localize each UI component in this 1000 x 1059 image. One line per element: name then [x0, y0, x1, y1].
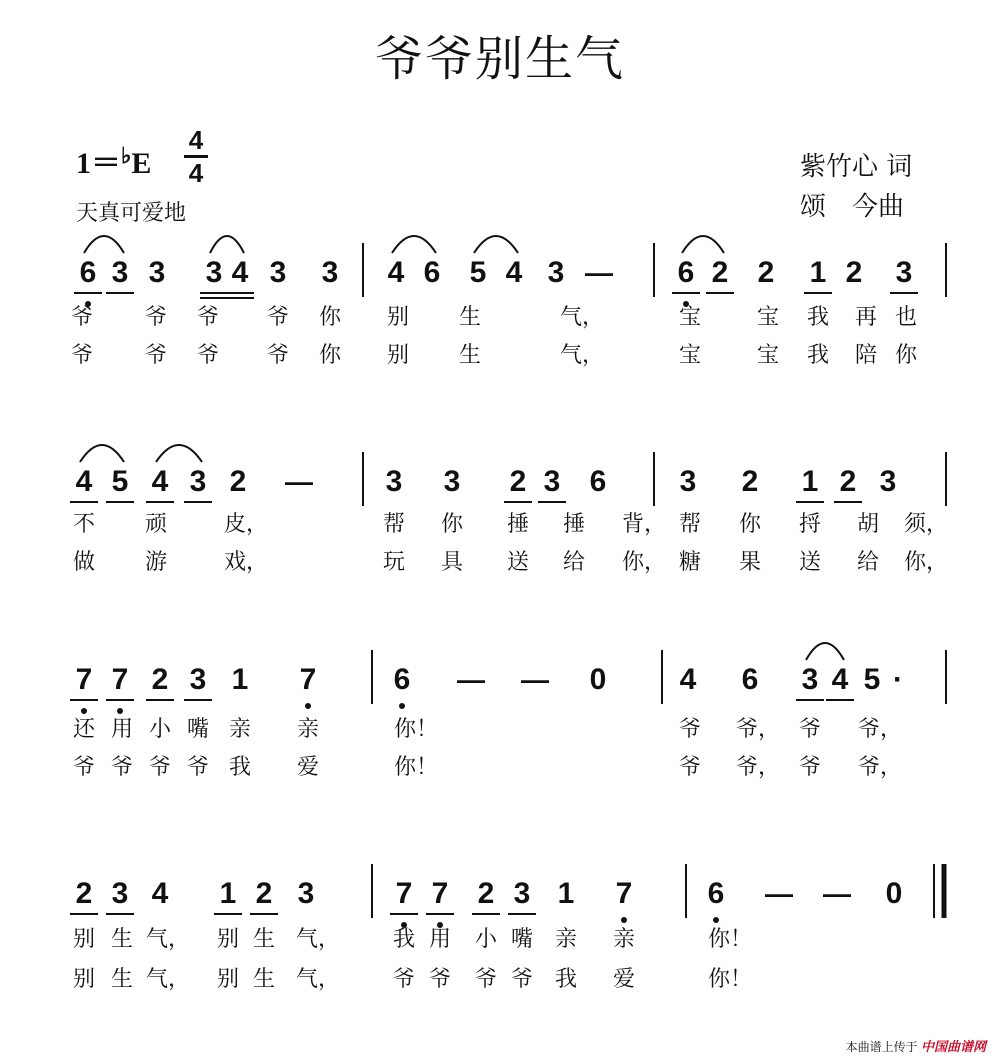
lyric: 戏， — [224, 550, 269, 575]
lyric: 爷 — [196, 305, 219, 330]
lyric: 帮 — [678, 512, 701, 537]
lyric: 生 — [252, 967, 275, 992]
dash: — — [823, 878, 851, 909]
note: 3 — [679, 465, 697, 498]
note: 7 — [615, 877, 633, 910]
note: 3 — [385, 465, 403, 498]
lyric: 爱 — [612, 967, 635, 992]
note: 7 — [395, 877, 413, 910]
lyric: 爷 — [266, 343, 289, 368]
note: 4 — [505, 256, 523, 289]
lyric: 做 — [72, 550, 95, 575]
note: 5 — [111, 465, 129, 498]
lyric: 你！ — [394, 717, 439, 742]
lyric: 我 — [228, 755, 251, 780]
lyric: 爷， — [736, 717, 781, 742]
dash: — — [521, 664, 549, 695]
song-title: 爷爷别生气 — [374, 31, 625, 87]
low-octave-dot — [305, 703, 311, 709]
note: 6 — [741, 663, 759, 696]
lyric: 生 — [458, 343, 481, 368]
lyric: 气， — [560, 343, 605, 368]
note: 3 — [189, 465, 207, 498]
lyric: 帮 — [382, 512, 405, 537]
footer-text: 本曲谱上传于 — [845, 1040, 918, 1054]
lyric: 爷 — [678, 717, 701, 742]
lyric: 小 — [474, 927, 497, 952]
tempo-marking: 天真可爱地 — [76, 201, 187, 226]
note: 5 — [469, 256, 487, 289]
lyric: 你！ — [708, 927, 753, 952]
note: 7 — [75, 663, 93, 696]
lyric: 捋 — [798, 512, 821, 537]
lyric: 陪 — [854, 343, 877, 368]
note: 1 — [219, 877, 237, 910]
note: 5 — [863, 663, 881, 696]
note: 3 — [205, 256, 223, 289]
note: 4 — [831, 663, 849, 696]
note: 3 — [189, 663, 207, 696]
lyric: 我 — [806, 305, 829, 330]
lyric: 爷 — [510, 967, 533, 992]
lyric: 爷 — [186, 755, 209, 780]
lyric: 给 — [856, 550, 879, 575]
note: 4 — [75, 465, 93, 498]
key-prefix: 1＝ — [76, 147, 121, 180]
low-octave-dot — [81, 708, 87, 714]
lyric: 用 — [428, 927, 451, 952]
slur — [474, 236, 518, 253]
note: 0 — [589, 663, 607, 696]
note: 3 — [148, 256, 166, 289]
lyric: 爷 — [144, 305, 167, 330]
lyric: 爷 — [70, 343, 93, 368]
lyric: 气， — [296, 927, 341, 952]
lyric: 别 — [216, 927, 239, 952]
lyric: 气， — [146, 967, 191, 992]
lyric: 皮， — [224, 512, 269, 537]
lyric: 我 — [554, 967, 577, 992]
lyric: 顽 — [144, 512, 167, 537]
time-signature-bottom: 4 — [188, 158, 204, 188]
lyric: 爷 — [266, 305, 289, 330]
lyric: 爷 — [678, 755, 701, 780]
low-octave-dot — [399, 703, 405, 709]
note: 6 — [589, 465, 607, 498]
lyric: 爷 — [72, 755, 95, 780]
low-octave-dot — [117, 708, 123, 714]
lyric: 生 — [458, 305, 481, 330]
lyric: 亲 — [296, 717, 319, 742]
note: 4 — [387, 256, 405, 289]
low-octave-dot — [621, 917, 627, 923]
note: 3 — [111, 877, 129, 910]
lyric: 你 — [894, 343, 917, 368]
slur — [806, 643, 844, 660]
note: 6 — [79, 256, 97, 289]
lyric: 爷 — [110, 755, 133, 780]
slur — [682, 236, 724, 253]
lyric: 亲 — [612, 927, 635, 952]
lyric: 别 — [72, 927, 95, 952]
composer-credit: 颂 今曲 — [800, 192, 905, 222]
note: 4 — [679, 663, 697, 696]
time-signature-top: 4 — [188, 125, 204, 155]
lyric: 爷 — [392, 967, 415, 992]
lyric: 生 — [110, 967, 133, 992]
lyric: 你！ — [394, 755, 439, 780]
note: 3 — [513, 877, 531, 910]
lyric: 生 — [252, 927, 275, 952]
note: 3 — [111, 256, 129, 289]
lyric: 宝 — [678, 305, 701, 330]
lyric: 具 — [440, 550, 463, 575]
note: 3 — [801, 663, 819, 696]
note: 7 — [431, 877, 449, 910]
note: 2 — [151, 663, 169, 696]
note: 7 — [299, 663, 317, 696]
note: 6 — [393, 663, 411, 696]
note: 2 — [509, 465, 527, 498]
note: 2 — [255, 877, 273, 910]
note: 3 — [443, 465, 461, 498]
note: 6 — [423, 256, 441, 289]
note: 2 — [845, 256, 863, 289]
note: 3 — [269, 256, 287, 289]
lyric: 送 — [506, 550, 529, 575]
lyric: 宝 — [756, 305, 779, 330]
lyric: 亲 — [228, 717, 251, 742]
lyric: 爷， — [858, 755, 903, 780]
note: 4 — [231, 256, 249, 289]
lyric: 给 — [562, 550, 585, 575]
note: 2 — [741, 465, 759, 498]
lyric: 糖 — [678, 550, 701, 575]
note: 3 — [879, 465, 897, 498]
note: 6 — [707, 877, 725, 910]
lyric: 你 — [318, 343, 341, 368]
note: 3 — [895, 256, 913, 289]
lyric: 背， — [622, 512, 667, 537]
lyric: 气， — [560, 305, 605, 330]
lyric: 胡 — [856, 512, 879, 537]
lyricist-credit: 紫竹心 词 — [800, 152, 913, 182]
lyric: 别 — [386, 305, 409, 330]
lyric: 爷 — [798, 717, 821, 742]
note: 0 — [885, 877, 903, 910]
lyric: 你 — [440, 512, 463, 537]
flat-sign: ♭ — [121, 143, 132, 168]
low-octave-dot — [713, 917, 719, 923]
note: 1 — [557, 877, 575, 910]
note: 2 — [229, 465, 247, 498]
lyric: 再 — [854, 305, 877, 330]
note: 2 — [711, 256, 729, 289]
note: 1 — [231, 663, 249, 696]
lyric: 爷， — [858, 717, 903, 742]
slur — [210, 236, 244, 253]
lyric: 你！ — [708, 967, 753, 992]
lyric: 生 — [110, 927, 133, 952]
lyric: 你 — [318, 305, 341, 330]
lyric: 爷 — [144, 343, 167, 368]
lyric: 别 — [72, 967, 95, 992]
lyric: 爱 — [296, 755, 319, 780]
lyric: 爷 — [148, 755, 171, 780]
note: 2 — [757, 256, 775, 289]
note: 1 — [809, 256, 827, 289]
site-brand: 中国曲谱网 — [920, 1039, 986, 1054]
note: 6 — [677, 256, 695, 289]
lyric: 爷 — [70, 305, 93, 330]
lyric: 你， — [622, 550, 667, 575]
lyric: 气， — [146, 927, 191, 952]
note: 1 — [801, 465, 819, 498]
note: 4 — [151, 877, 169, 910]
lyric: 还 — [72, 717, 95, 742]
lyric: 嘴 — [186, 717, 209, 742]
lyric: 气， — [296, 967, 341, 992]
slur — [392, 236, 436, 253]
lyric: 游 — [144, 550, 167, 575]
footer-credit — [846, 1036, 986, 1055]
lyric: 小 — [148, 717, 171, 742]
note: 2 — [75, 877, 93, 910]
lyric: 捶 — [562, 512, 585, 537]
note: 2 — [477, 877, 495, 910]
lyric: 别 — [216, 967, 239, 992]
lyric: 你， — [904, 550, 949, 575]
note: 2 — [839, 465, 857, 498]
lyric: 你 — [738, 512, 761, 537]
note: 3 — [543, 465, 561, 498]
lyric: 用 — [110, 717, 133, 742]
lyric: 我 — [806, 343, 829, 368]
note: 3 — [547, 256, 565, 289]
lyric: 我 — [392, 927, 415, 952]
lyric: 也 — [894, 305, 917, 330]
lyric: 爷 — [798, 755, 821, 780]
lyric: 玩 — [382, 550, 405, 575]
note: 7 — [111, 663, 129, 696]
dash: — — [765, 878, 793, 909]
lyric: 捶 — [506, 512, 529, 537]
lyric: 爷 — [428, 967, 451, 992]
lyric: 爷 — [474, 967, 497, 992]
note: 3 — [321, 256, 339, 289]
slur — [156, 445, 202, 462]
lyric: 亲 — [554, 927, 577, 952]
lyric: 别 — [386, 343, 409, 368]
lyric: 爷 — [196, 343, 219, 368]
slur — [84, 236, 124, 253]
lyric: 嘴 — [510, 927, 533, 952]
lyric: 送 — [798, 550, 821, 575]
note: · — [893, 663, 903, 696]
lyric: 不 — [72, 512, 95, 537]
lyric: 宝 — [756, 343, 779, 368]
lyric: 宝 — [678, 343, 701, 368]
note: 3 — [297, 877, 315, 910]
dash: — — [457, 664, 485, 695]
dash: — — [585, 257, 613, 288]
key-note: E — [131, 147, 152, 180]
lyric: 须， — [904, 512, 949, 537]
slur — [80, 445, 124, 462]
note: 4 — [151, 465, 169, 498]
lyric: 爷， — [736, 755, 781, 780]
lyric: 果 — [738, 550, 761, 575]
dash: — — [285, 466, 313, 497]
